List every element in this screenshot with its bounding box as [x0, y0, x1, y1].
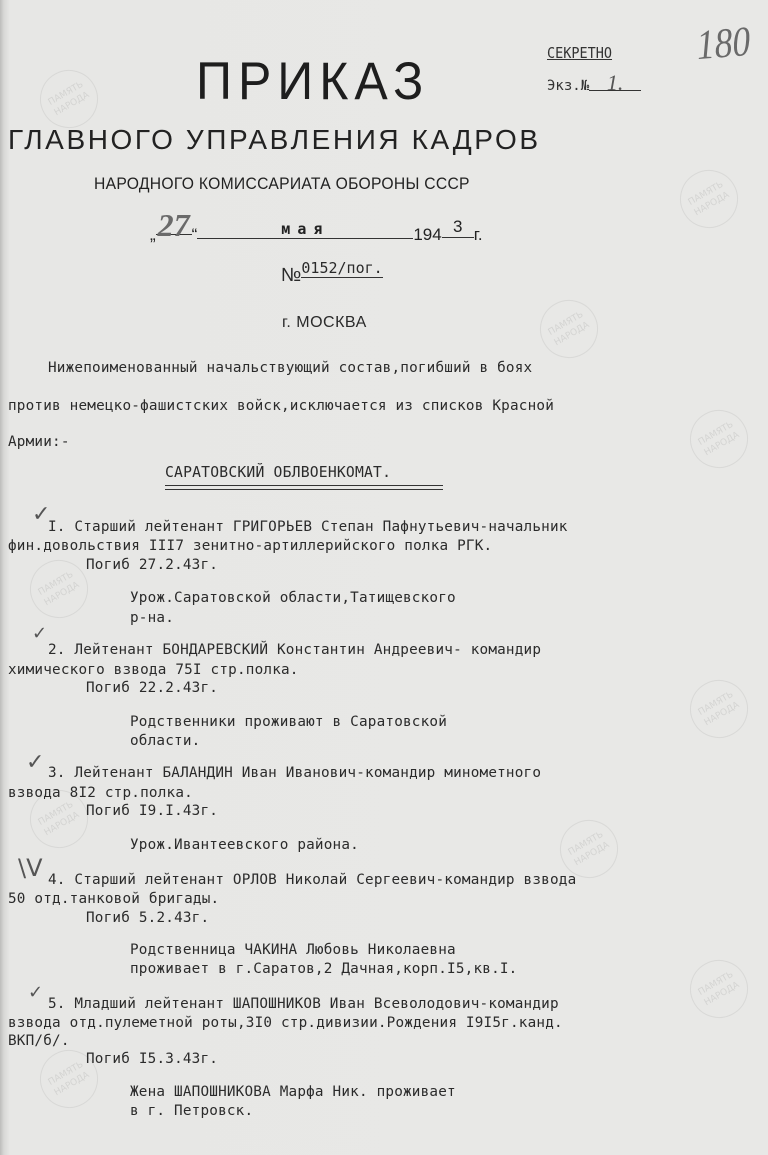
preamble-line: Армии:- — [8, 433, 70, 450]
check-mark-icon: ✓ — [26, 750, 45, 775]
watermark-stamp: ПАМЯТЬ НАРОДА — [29, 59, 108, 138]
entry-5-line-2: взвода отд.пулеметной роты,3I0 стр.дивизии.Рождения I9I5г.канд. — [8, 1014, 563, 1031]
date-year-unit: г. — [473, 225, 483, 244]
document-title: ПРИКАЗ — [196, 51, 430, 111]
order-date — [150, 207, 483, 246]
entry-3-death: Погиб I9.I.43г. — [86, 802, 219, 819]
section-title: САРАТОВСКИЙ ОБЛВОЕНКОМАТ. — [165, 463, 392, 481]
entry-3-line-1: 3. Лейтенант БАЛАНДИН Иван Иванович-командир минометного — [48, 764, 542, 781]
entry-5-note-1: Жена ШАПОШНИКОВА Марфа Ник. проживает — [130, 1083, 456, 1100]
entry-4-note-2: проживает в г.Саратов,2 Дачная,корп.I5,кв.I. — [130, 960, 518, 977]
sheet-number: 180 — [695, 18, 752, 70]
entry-4-death: Погиб 5.2.43г. — [86, 909, 210, 926]
entry-3-note-1: Урож.Ивантеевского района. — [130, 836, 359, 853]
entry-5-line-1: 5. Младший лейтенант ШАПОШНИКОВ Иван Всеволодович-командир — [48, 995, 559, 1012]
entry-1-death: Погиб 27.2.43г. — [86, 556, 219, 573]
watermark-stamp: ПАМЯТЬ НАРОДА — [679, 669, 758, 748]
entry-5-death: Погиб I5.3.43г. — [86, 1050, 219, 1067]
entry-5-note-2: в г. Петровск. — [130, 1102, 254, 1119]
double-check-mark-icon: \V — [18, 854, 43, 882]
entry-4-line-1: 4. Старший лейтенант ОРЛОВ Николай Сергеевич-командир взвода — [48, 871, 577, 888]
copy-number — [547, 70, 641, 95]
order-number-label: № — [281, 265, 302, 286]
check-mark-icon: ✓ — [32, 623, 48, 644]
copy-label: Экз.№ — [547, 78, 590, 94]
copy-value: 1. — [589, 76, 641, 91]
watermark-stamp: ПАМЯТЬ НАРОДА — [19, 549, 98, 628]
date-year-prefix: 194 — [413, 225, 442, 244]
watermark-stamp: ПАМЯТЬ НАРОДА — [29, 1039, 108, 1118]
entry-2-death: Погиб 22.2.43г. — [86, 679, 219, 696]
watermark-stamp: ПАМЯТЬ НАРОДА — [679, 399, 758, 478]
preamble-line: против немецко-фашистских войск,исключается из списков Красной — [8, 397, 555, 414]
classification-label: СЕКРЕТНО — [547, 44, 613, 62]
watermark-stamp: ПАМЯТЬ НАРОДА — [669, 159, 748, 238]
watermark-stamp: ПАМЯТЬ НАРОДА — [529, 289, 608, 368]
date-year-suffix: 3 — [442, 217, 474, 238]
entry-2-line-2: химического взвода 75I стр.полка. — [8, 661, 299, 678]
date-month: мая — [197, 220, 413, 239]
date-open-quote: „ — [150, 225, 156, 244]
entry-2-note-1: Родственники проживают в Саратовской — [130, 713, 448, 730]
entry-5-line-3: ВКП/б/. — [8, 1032, 70, 1049]
watermark-stamp: ПАМЯТЬ НАРОДА — [19, 779, 98, 858]
check-mark-icon: ✓ — [32, 502, 51, 527]
preamble-line: Нижепоименованный начальствующий состав,погибший в боях — [48, 359, 533, 376]
entry-3-line-2: взвода 8I2 стр.полка. — [8, 784, 193, 801]
city: г. МОСКВА — [282, 314, 367, 331]
entry-1-line-2: фин.довольствия III7 зенитно-артиллерийского полка РГК. — [8, 537, 493, 554]
check-mark-icon: ✓ — [28, 982, 44, 1003]
entry-2-line-1: 2. Лейтенант БОНДАРЕВСКИЙ Константин Андреевич- командир — [48, 641, 542, 658]
watermark-stamp: ПАМЯТЬ НАРОДА — [549, 809, 628, 888]
date-day: 27 — [157, 207, 190, 243]
entry-4-line-2: 50 отд.танковой бригады. — [8, 890, 220, 907]
entry-1-note-2: р-на. — [130, 609, 175, 626]
document-subtitle: ГЛАВНОГО УПРАВЛЕНИЯ КАДРОВ — [8, 124, 541, 155]
watermark-stamp: ПАМЯТЬ НАРОДА — [679, 949, 758, 1028]
section-underline — [165, 485, 443, 490]
order-number-value: 0152/пог. — [301, 259, 383, 277]
entry-2-note-2: области. — [130, 732, 201, 749]
entry-4-note-1: Родственница ЧАКИНА Любовь Николаевна — [130, 941, 456, 958]
entry-1-note-1: Урож.Саратовской области,Татищевского — [130, 589, 456, 606]
order-number — [281, 259, 383, 287]
date-close-quote: “ — [191, 225, 198, 244]
document-subtitle-2: НАРОДНОГО КОМИССАРИАТА ОБОРОНЫ СССР — [94, 175, 470, 193]
entry-1-line-1: I. Старший лейтенант ГРИГОРЬЕВ Степан Пафнутьевич-начальник — [48, 518, 568, 535]
